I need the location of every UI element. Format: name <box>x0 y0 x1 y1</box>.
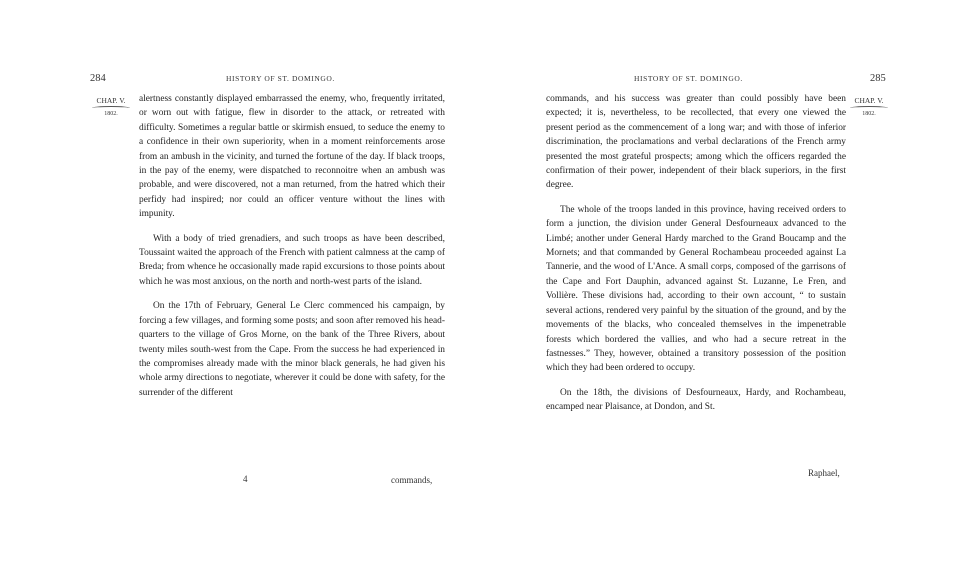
paragraph: On the 17th of February, General Le Clerc commenced his campaign, by forcing a few villages, and forming some posts; and soon after removed his head-quarters to the village of Gros Morne, on the bank of the Three Rivers, about twenty miles south-west from the Cape. From the success he had experienced in the compromises already made with the minor black generals, he had given his whole army directions to negotiate, wherever it could be done with safety, for the surrender of the different <box>139 301 445 398</box>
paragraph: The whole of the troops landed in this province, having received orders to form a junction, the division under General Desfourneaux advanced to the Limbé; another under General Hardy marched to the Grand Boucamp and the Mornets; and that commanded by General Rochambeau proceeded against La Tannerie, and the wood of L'Ance. A small corps, composed of the garrisons of the Cape and Fort Dauphin, advanced against St. Luzanne, Le Fren, and Vollière. These divisions had, according to their own account, “ to sustain several actions, rendered very painful by the situation of the ground, and by the movements of the blacks, who concealed themselves in the impenetrable forests which bordered the vallies, and who had a secure retreat in the fastnesses.” They, however, obtained a transitory possession of the position which they had been ordered to occupy. <box>546 204 846 374</box>
paragraph: On the 18th, the divisions of Desfourneaux, Hardy, and Rochambeau, encamped near Plaisance, at Dondon, and St. <box>546 387 846 413</box>
page-number: 284 <box>90 73 106 84</box>
margin-note <box>92 96 130 119</box>
margin-chapter: CHAP. V. <box>96 96 126 105</box>
catchword: commands, <box>391 475 433 485</box>
running-head: HISTORY OF ST. DOMINGO. <box>634 74 743 83</box>
running-head: HISTORY OF ST. DOMINGO. <box>226 74 335 83</box>
right-page <box>490 0 980 569</box>
text-column <box>139 92 445 400</box>
catchword: Raphael, <box>808 468 840 478</box>
paragraph: commands, and his success was greater than could possibly have been expected; it is, nevertheless, to be recollected, that every one viewed the present period as the commencement of a long war; and with those of inferior discrimination, the proclamations and verbal declarations of the French army presented the most grateful prospects; among which the officers regarded the confirmation of their power, independent of their black superiors, in the first degree. <box>546 94 846 191</box>
text-column <box>546 92 846 415</box>
paragraph: alertness constantly displayed embarrassed the enemy, who, frequently irritated, or worn out with fatigue, flew in disorder to the attack, or retreated with difficulty. Sometimes a regular battle or skirmish ensued, to seduce the enemy to a confidence in their own superiority, when in a moment reinforcements arose from an ambush in the vicinity, and turned the fortune of the day. If black troops, in the pay of the enemy, were dispatched to reconnoitre when an ambush was probable, and were discovered, not a man returned, from the hatred which their perfidy had inspired; nor could an officer venture without the lines with impunity. <box>139 94 445 220</box>
signature-mark: 4 <box>243 474 248 484</box>
margin-year: 1802. <box>862 111 876 117</box>
paragraph: With a body of tried grenadiers, and such troops as have been described, Toussaint waited the approach of the French with patient calmness at the camp of Breda; from whence he occasionally made rapid excursions to those points about which he was most anxious, on the north and north-west parts of the island. <box>139 233 445 287</box>
page-number: 285 <box>870 73 886 84</box>
margin-chapter: CHAP. V. <box>854 96 884 105</box>
margin-year: 1802. <box>104 111 118 117</box>
margin-note <box>850 96 888 119</box>
